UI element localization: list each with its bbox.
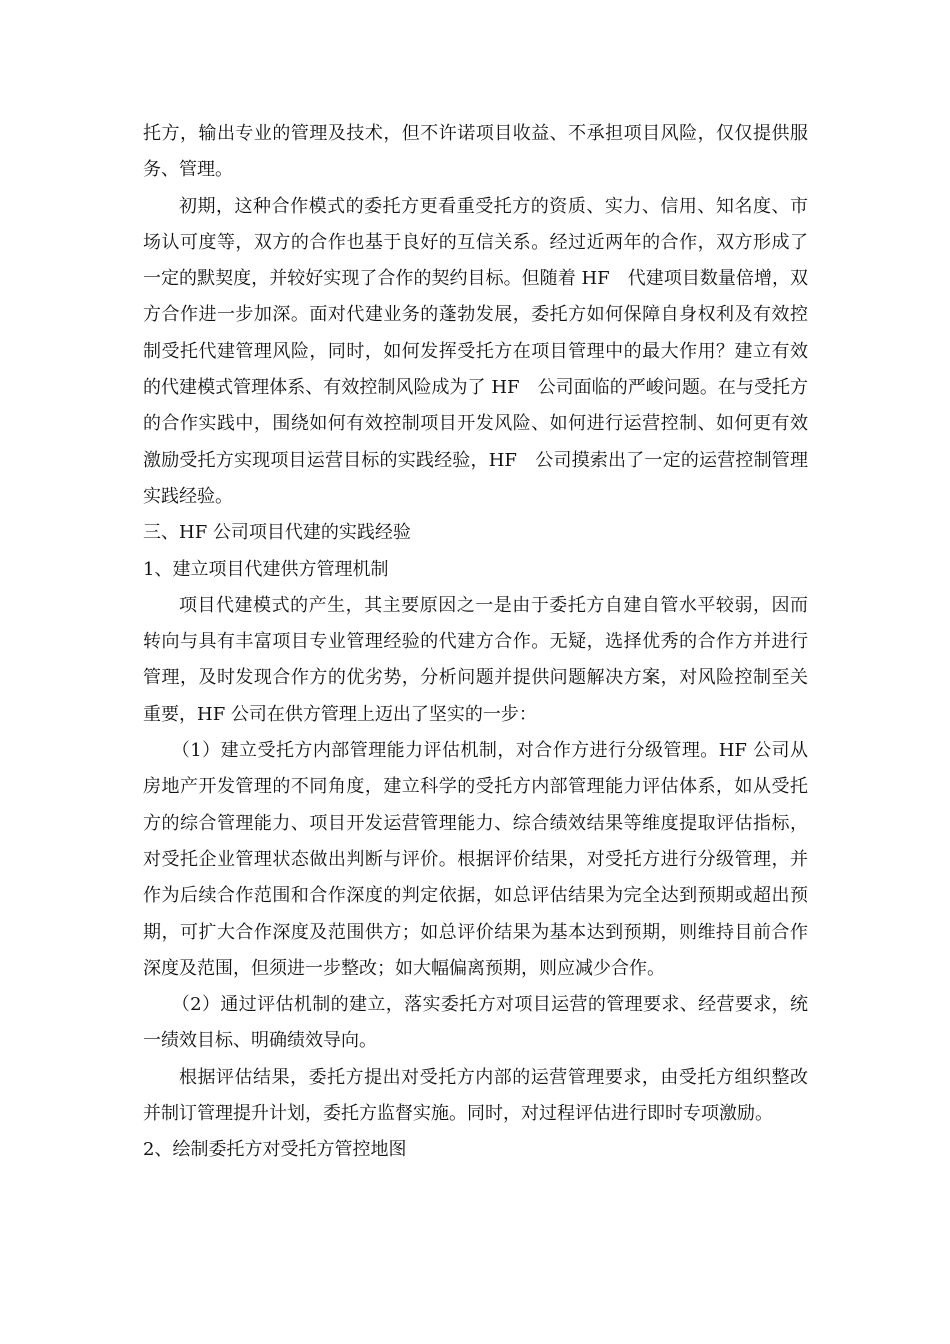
paragraph-item-2: （2）通过评估机制的建立，落实委托方对项目运营的管理要求、经营要求，统一绩效目标、明确绩效导向。 xyxy=(143,994,808,1052)
paragraph-continuation: 托方，输出专业的管理及技术，但不许诺项目收益、不承担项目风险，仅仅提供服务、管理。 xyxy=(143,123,808,181)
subsection-heading-2: 2、绘制委托方对受托方管控地图 xyxy=(143,1139,407,1161)
subsection-heading-1: 1、建立项目代建供方管理机制 xyxy=(143,558,389,580)
paragraph-agent-construction-origin: 项目代建模式的产生，其主要原因之一是由于委托方自建自管水平较弱，因而转向与具有丰富项目专业管理经验的代建方合作。无疑，选择优秀的合作方并进行管理，及时发现合作方的优劣势，分析问题并提供问题解决方案，对风险控制至关重要，HF 公司在供方管理上迈出了坚实的一步： xyxy=(143,594,808,725)
paragraph-cooperation-history: 初期，这种合作模式的委托方更看重受托方的资质、实力、信用、知名度、市场认可度等，双方的合作也基于良好的互信关系。经过近两年的合作，双方形成了一定的默契度，并较好实现了合作的契约目标。但随着 HF 代建项目数量倍增，双方合作进一步加深。面对代建业务的蓬勃发展，委托方如何保障自身权利及有效控制受托代建管理风险，同时，如何发挥受托方在项目管理中的最大作用？建立有效的代建模式管理体系、有效控制风险成为了 HF 公司面临的严峻问题。在与受托方的合作实践中，围绕如何有效控制项目开发风险、如何进行运营控制、如何更有效激励受托方实现项目运营目标的实践经验，HF 公司摸索出了一定的运营控制管理实践经验。 xyxy=(143,195,808,507)
section-heading-3: 三、HF 公司项目代建的实践经验 xyxy=(143,522,411,544)
document-body xyxy=(143,116,808,1169)
paragraph-item-1: （1）建立受托方内部管理能力评估机制，对合作方进行分级管理。HF 公司从房地产开发管理的不同角度，建立科学的受托方内部管理能力评估体系，如从受托方的综合管理能力、项目开发运营管理能力、综合绩效结果等维度提取评估指标，对受托企业管理状态做出判断与评价。根据评价结果，对受托方进行分级管理，并作为后续合作范围和合作深度的判定依据，如总评估结果为完全达到预期或超出预期，可扩大合作深度及范围供方；如总评价结果为基本达到预期，则维持目前合作深度及范围，但须进一步整改；如大幅偏离预期，则应减少合作。 xyxy=(143,740,808,979)
paragraph-evaluation-results: 根据评估结果，委托方提出对受托方内部的运营管理要求，由受托方组织整改并制订管理提升计划，委托方监督实施。同时，对过程评估进行即时专项激励。 xyxy=(143,1066,808,1125)
